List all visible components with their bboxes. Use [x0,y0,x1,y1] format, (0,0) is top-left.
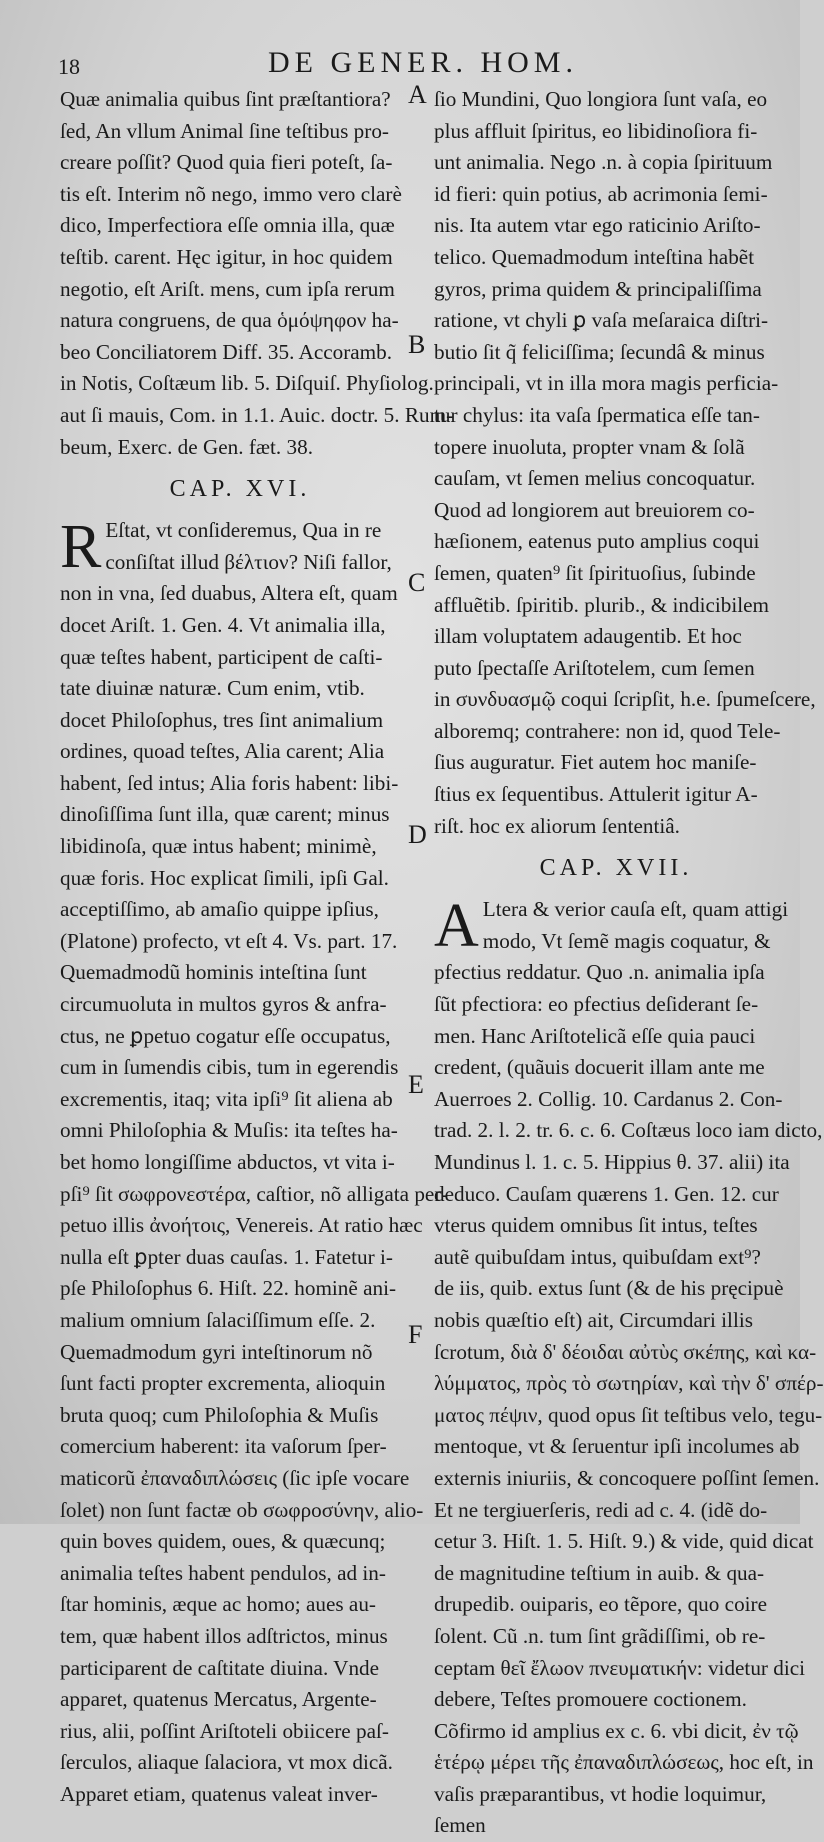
text-line: nobis quæſtio eſt) ait, Circumdari illis [434,1307,753,1332]
text-line: ſcrotum, διὰ δ' δέοιδαι αὐτὺς σκέπης, καὶ κα- [434,1339,817,1364]
text-line: tur chylus: ita vaſa ſpermatica eſſe tan- [434,402,760,427]
text-line: tate diuinæ naturæ. Cum enim, vtib. [60,676,365,701]
text-line: illam voluptatem adaugentib. Et hoc [434,624,742,649]
text-line: ἑτέρῳ μέρει τῆς ἐπαναδιπλώσεως, hoc eſt, in [434,1750,814,1775]
right-column [434,84,824,1838]
text-line: debere, Teſtes promouere coctionem. [434,1687,747,1712]
text-line: puto ſpectaſſe Ariſtotelem, cum ſemen [434,655,755,680]
text-line: Auerroes 2. Collig. 10. Cardanus 2. Con- [434,1086,783,1111]
text-line: tis eſt. Interim nõ nego, immo vero clarè [60,181,402,206]
text-line: Quemadmodũ hominis inteſtina ſunt [60,960,367,985]
text-line: ſunt facti propter excrementa, alioquin [60,1371,386,1396]
text-line: non in vna, ſed duabus, Altera eſt, quam [60,581,398,606]
text-line: modo, Vt ſemẽ magis coquatur, & [482,928,771,953]
text-line: comercium haberent: ita vaſorum ſper- [60,1434,387,1459]
text-line: Cõfirmo id amplius ex c. 6. vbi dicit, ἐν τῷ [434,1718,799,1743]
text-line: beo Conciliatorem Diff. 35. Accoramb. [60,339,393,364]
text-line: λύμματος, πρὸς τὸ σωτηρίαν, καὶ τὴν δ' σπέρ- [434,1371,824,1396]
text-line: ſius auguratur. Fiet autem hoc maniſe- [434,750,757,775]
text-line: docet Philoſophus, tres ſint animalium [60,707,384,732]
text-line: trad. 2. l. 2. tr. 6. c. 6. Coſtæus loco iam dicto, [434,1118,823,1143]
text-line: butio ſit q̃ feliciſſima; ſecundâ & minus [434,339,765,364]
text-line: participarent de caſtitate diuina. Vnde [60,1655,380,1680]
margin-letter-f: F [408,1320,423,1349]
text-line: ceptam θεῖ ἔλωον πνευματικήν: videtur dici [434,1655,806,1680]
text-line: ſtar hominis, æque ac homo; aues au- [60,1592,376,1617]
text-line: ſed, An vllum Animal ſine teſtibus pro- [60,118,389,143]
dropcap-r: R [60,513,102,582]
text-line: docet Ariſt. 1. Gen. 4. Vt animalia illa, [60,612,386,637]
page-header [58,46,798,84]
text-line: riſt. hoc ex aliorum ſententiâ. [434,813,680,838]
text-line: telico. Quemadmodum inteſtina habẽt [434,244,755,269]
text-line: Quod ad longiorem aut breuiorem co- [434,497,755,522]
margin-letter-e: E [408,1070,424,1099]
text-line: Quæ animalia quibus ſint præſtantiora? [60,87,391,111]
text-line: tem, quæ habent illos adſtrictos, minus [60,1623,388,1648]
text-line: Eſtat, vt conſideremus, Qua in re [105,518,382,543]
text-line: libidinoſa, quæ intus habent; minimè, [60,834,377,859]
chapter-heading-xvii: CAP. XVII. [539,855,693,882]
chapter-heading-xvi: CAP. XVI. [169,476,311,503]
right-body-paragraph [434,957,824,1842]
text-line: ſũt pfectiora: eo pfectius deſiderant ſe- [434,992,759,1017]
text-line: Ltera & verior cauſa eſt, quam attigi [482,897,789,922]
left-intro-paragraph [60,84,454,463]
text-line: conſiſtat illud βέλτιον? Niſi fallor, [105,549,392,574]
margin-letter-a: A [408,80,427,109]
text-line: (Platone) profecto, vt eſt 4. Vs. part. 17. [60,928,398,953]
text-line: men. Hanc Ariſtotelicã eſſe quia pauci [434,1023,756,1048]
text-line: de iis, quib. extus ſunt (& de his pręcipuè [434,1276,784,1301]
text-line: pfectius reddatur. Quo .n. animalia ipſa [434,960,765,985]
text-line: quin boves quidem, oues, & quæcunq; [60,1529,386,1554]
running-title: DE GENER. HOM. [268,46,578,79]
text-line: quæ foris. Hoc explicat ſimili, ipſi Gal. [60,865,389,890]
text-line: drupedib. ouiparis, eo tẽpore, quo coire [434,1592,768,1617]
text-line: excrementis, itaq; vita ipſi⁹ ſit aliena ab [60,1086,393,1111]
dropcap-a: A [434,892,479,961]
text-line: Et ne tergiuerſeris, redi ad c. 4. (idẽ do- [434,1497,768,1522]
text-line: alboremq; contrahere: non id, quod Tele- [434,718,781,743]
text-line: ſemen [434,1813,486,1838]
text-line: ctus, ne ꝑpetuo cogatur eſſe occupatus, [60,1023,391,1048]
text-line: bruta quoq; cum Philoſophia & Muſis [60,1402,379,1427]
text-line: animalia teſtes habent pendulos, ad in- [60,1560,386,1585]
text-line: credent, (quãuis docuerit illam ante me [434,1055,765,1080]
text-line: Quemadmodum gyri inteſtinorum nõ [60,1339,373,1364]
text-line: mentoque, vt & ſeruentur ipſi incolumes ab [434,1434,800,1459]
text-line: ordines, quoad teſtes, Alia carent; Alia [60,739,385,764]
text-line: aut ſi mauis, Com. in 1.1. Auic. doctr. 5. Rum- [60,402,454,427]
text-line: cetur 3. Hiſt. 1. 5. Hiſt. 9.) & vide, quid dicat [434,1529,814,1554]
text-line: nis. Ita autem vtar ego raticinio Ariſto- [434,213,761,238]
text-line: rius, alii, poſſint Ariſtoteli obiicere paſ- [60,1718,389,1743]
left-body-paragraph [60,578,449,1810]
text-line: ſolent. Cũ .n. tum ſint grãdiſſimi, ob re- [434,1623,766,1648]
text-line: beum, Exerc. de Gen. fæt. 38. [60,434,313,459]
text-line: ſtius ex ſequentibus. Attulerit igitur A- [434,782,758,807]
right-dropcap-block [434,892,798,961]
text-line: malium omnium ſalaciſſimum eſſe. 2. [60,1307,376,1332]
text-line: ſolet) non ſunt factæ ob σωφροσύνην, alio- [60,1497,424,1522]
text-line: Apparet etiam, quatenus valeat inver- [60,1781,378,1806]
margin-letter-d: D [408,820,427,849]
text-line: id fieri: quin potius, ab acrimonia ſemi- [434,181,768,206]
text-line: gyros, prima quidem & principaliſſima [434,276,762,301]
text-line: quæ teſtes habent, participent de caſti- [60,644,383,669]
left-dropcap-lines [60,513,410,582]
text-line: natura congruens, de qua ὁμόψηφον ha- [60,308,399,333]
text-line: omni Philoſophia & Muſis: ita teſtes ha- [60,1118,398,1143]
text-line: circumuoluta in multos gyros & anfra- [60,992,387,1017]
text-line: Mundinus l. 1. c. 5. Hippius θ. 37. alii) ita [434,1150,790,1174]
text-line: bet homo longiſſime abductos, vt vita i- [60,1150,395,1174]
text-line: pſi⁹ ſit σωφρονεστέρα, caſtior, nõ alligata per- [60,1181,449,1206]
left-dropcap-block [60,513,410,582]
text-line: maticorũ ἐπαναδιπλώσεις (ſic ipſe vocare [60,1465,410,1490]
text-line: de magnitudine teſtium in auib. & qua- [434,1560,765,1585]
text-line: ratione, vt chyli ꝑ vaſa meſaraica diſtri- [434,308,769,333]
text-line: creare poſſit? Quod quia fieri poteſt, ſa- [60,150,393,175]
text-line: negotio, eſt Ariſt. mens, cum ipſa rerum [60,276,395,301]
text-line: acceptiſſimo, ab amaſio quippe ipſius, [60,897,379,922]
right-dropcap-lines [434,892,798,961]
page-number: 18 [58,54,80,79]
text-line: in Notis, Coſtæum lib. 5. Diſquiſ. Phyſiolog. [60,371,434,396]
text-line: dico, Imperfectiora eſſe omnia illa, quæ [60,213,395,238]
left-column [60,84,454,1806]
text-line: in συνδυασμῷ coqui ſcripſit, h.e. ſpumeſcere, [434,687,816,712]
text-line: principali, vt in illa mora magis perficia- [434,371,779,396]
text-line: dinoſiſſima ſunt illa, quæ carent; minus [60,802,390,827]
text-line: cauſam, vt ſemen melius concoquatur. [434,466,756,491]
text-line: vaſis præparantibus, vt hodie loquimur, [434,1781,767,1806]
text-line: hæſionem, eatenus puto amplius coqui [434,529,760,554]
text-line: vterus quidem omnibus ſit intus, teſtes [434,1213,758,1238]
text-line: nulla eſt ꝑpter duas cauſas. 1. Fatetur i- [60,1244,393,1269]
text-line: autẽ quibuſdam intus, quibuſdam ext⁹? [434,1244,761,1269]
margin-letter-b: B [408,330,426,359]
text-line: cum in ſumendis cibis, tum in egerendis [60,1055,399,1080]
text-line: plus affluit ſpiritus, eo libidinoſiora fi- [434,118,758,143]
text-line: apparet, quatenus Mercatus, Argente- [60,1687,377,1712]
text-line: habent, ſed intus; Alia foris habent: libi- [60,770,399,795]
text-line: petuo illis ἀνοήτοις, Venereis. At ratio hæc [60,1213,423,1238]
text-line: pſe Philoſophus 6. Hiſt. 22. hominẽ ani- [60,1276,397,1301]
text-line: ſio Mundini, Quo longiora ſunt vaſa, eo [434,87,768,111]
text-line: externis iniuriis, & concoquere poſſint ſemen. [434,1465,820,1490]
text-line: ματος πέψιν, quod opus ſit teſtibus velo, tegu- [434,1402,823,1427]
text-line: topere inuoluta, propter vnam & ſolã [434,434,745,459]
text-line: unt animalia. Nego .n. à copia ſpirituum [434,150,773,175]
margin-letter-c: C [408,568,426,597]
text-line: teſtib. carent. Hęc igitur, in hoc quidem [60,244,393,269]
right-intro-paragraph [434,84,816,842]
text-line: ſemen, quaten⁹ ſit ſpirituoſius, ſubinde [434,560,756,585]
text-line: deduco. Cauſam quærens 1. Gen. 12. cur [434,1181,779,1206]
text-line: ſerculos, aliaque ſalaciora, vt mox dicã. [60,1750,393,1775]
text-line: affluẽtib. ſpiritib. plurib., & indicibilem [434,592,770,617]
